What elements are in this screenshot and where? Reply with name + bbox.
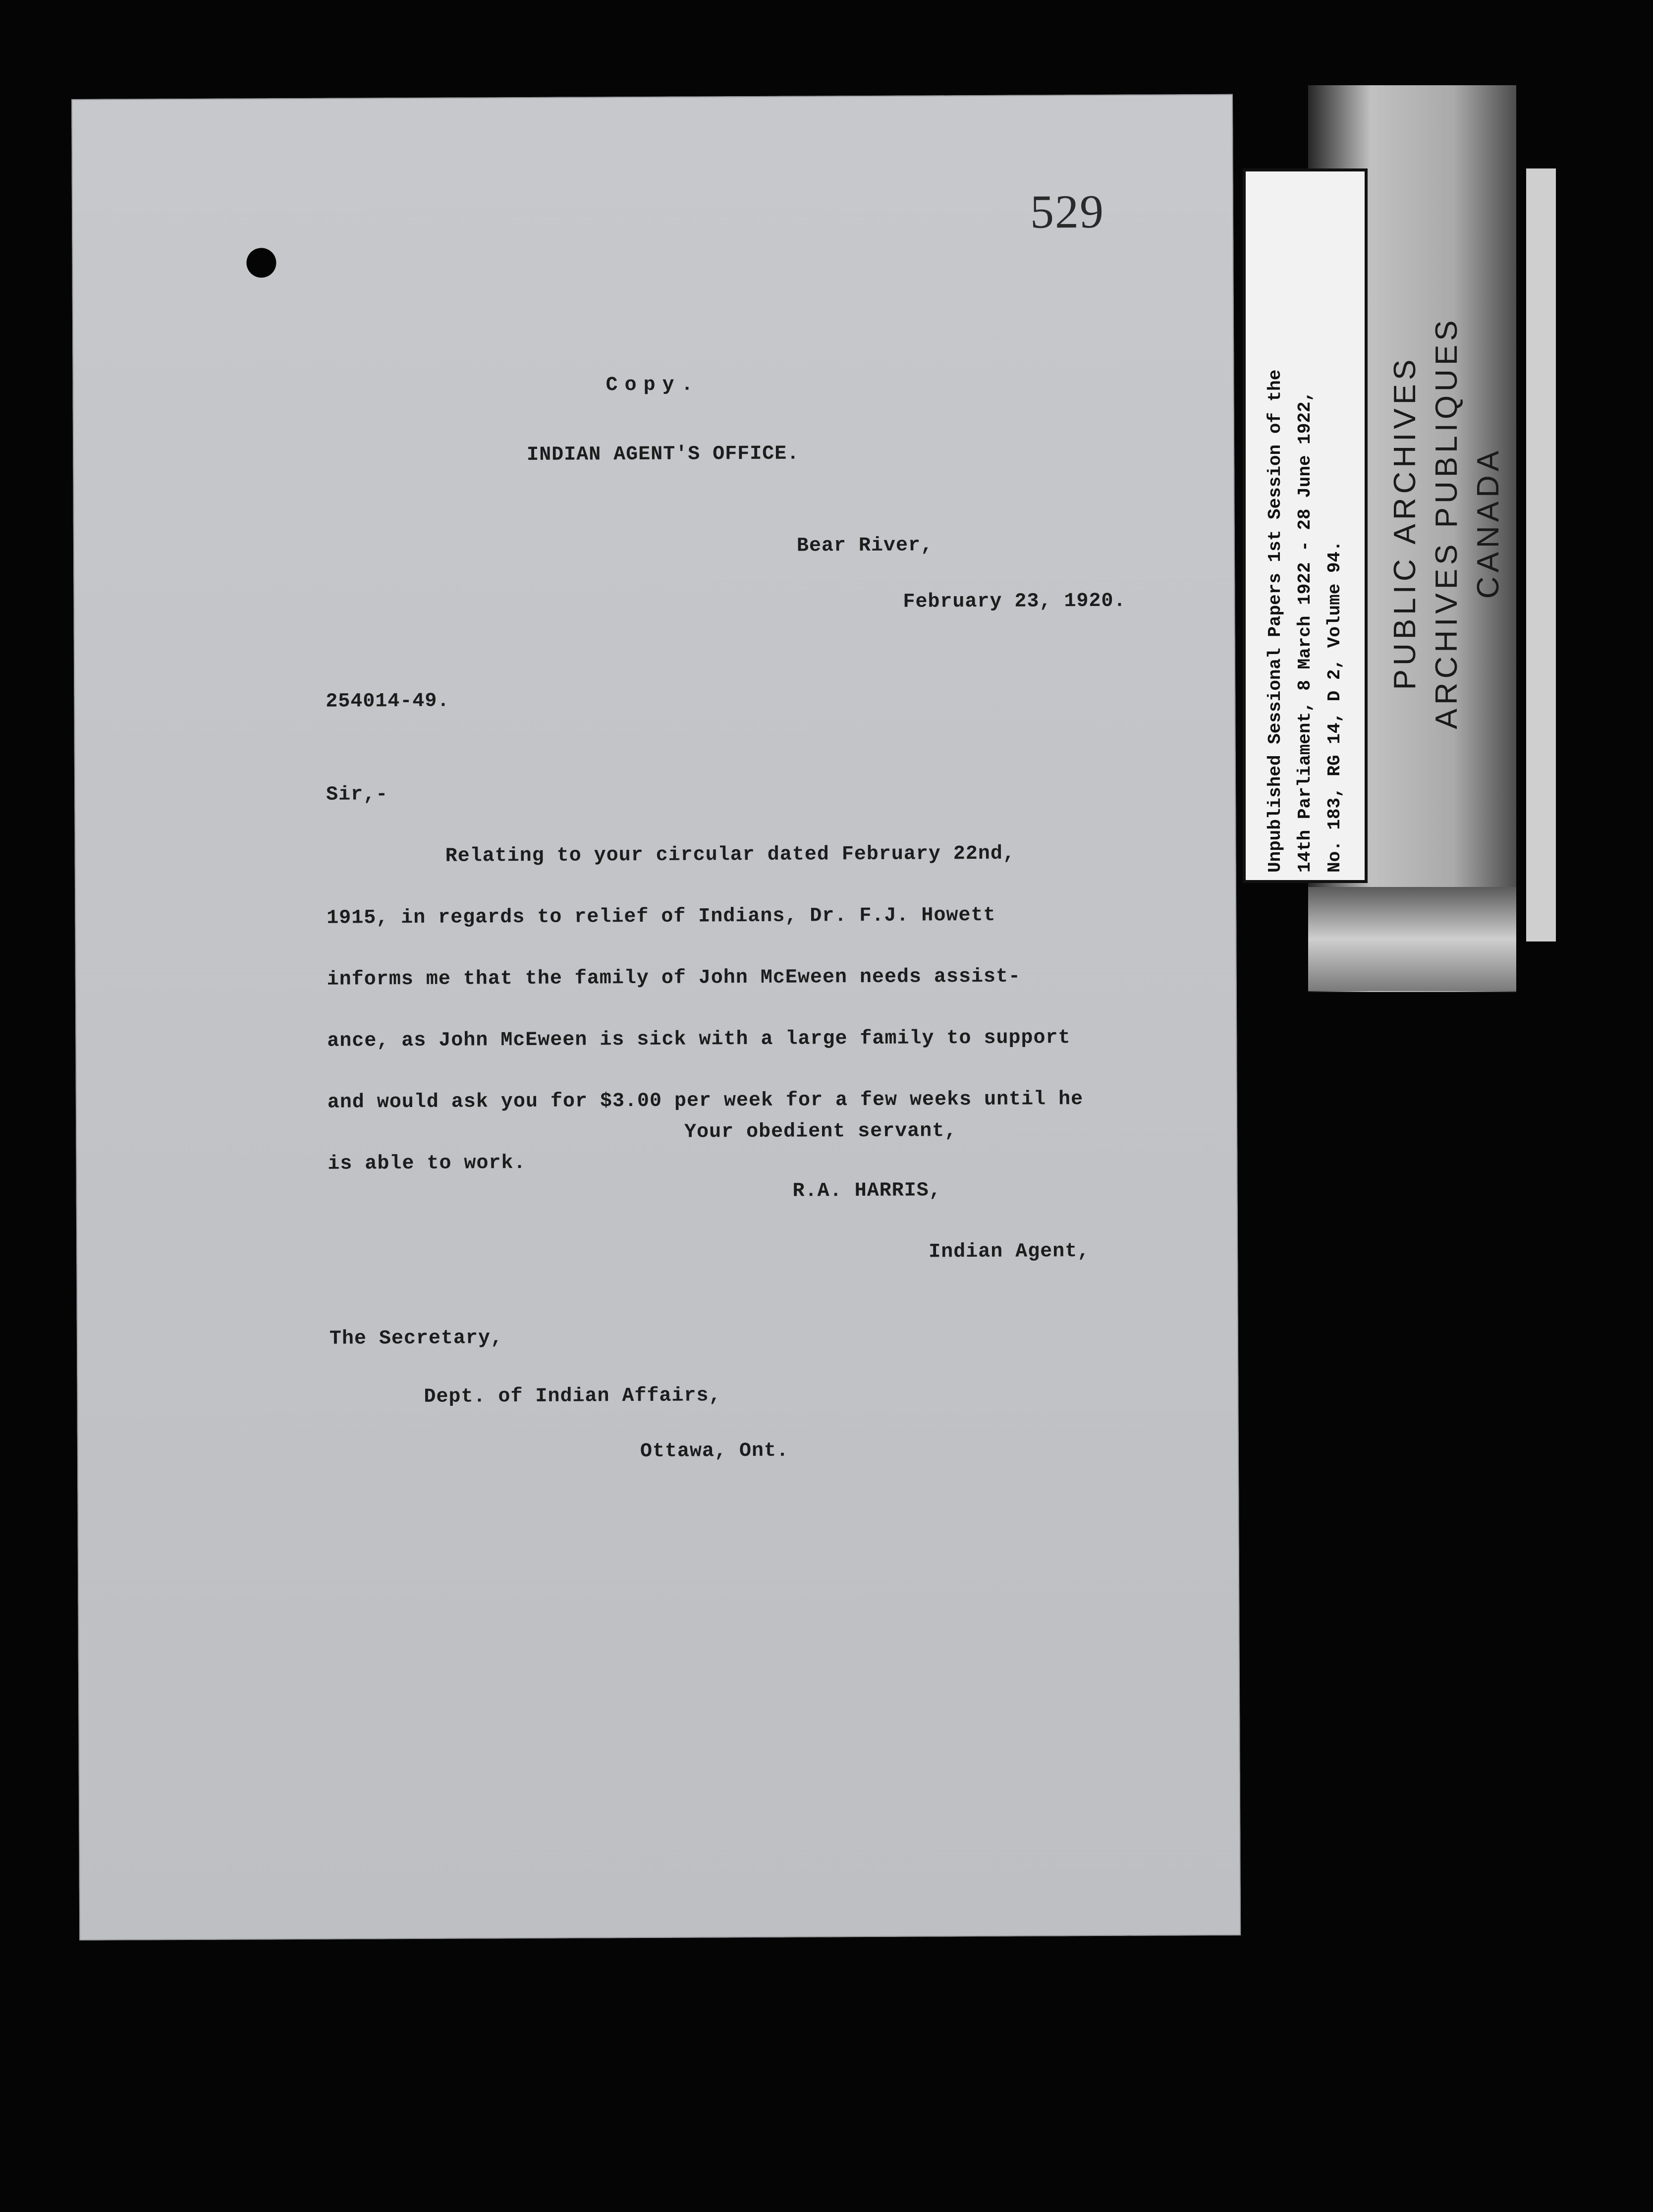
addressee-line: Dept. of Indian Affairs,	[424, 1384, 721, 1408]
punch-hole	[246, 248, 276, 277]
body-line: 1915, in regards to relief of Indians, Dr. F.J. Howett	[327, 904, 996, 930]
salutation: Sir,-	[326, 783, 388, 806]
body-line: is able to work.	[328, 1152, 526, 1175]
file-number: 254014-49.	[326, 690, 450, 713]
signer-name: R.A. HARRIS,	[792, 1179, 941, 1203]
addressee-line: The Secretary,	[329, 1327, 503, 1350]
letter-place: Bear River,	[796, 534, 934, 557]
signer-title: Indian Agent,	[929, 1240, 1090, 1264]
citation-line: 14th Parliament, 8 March 1922 - 28 June 1922,	[1295, 390, 1315, 873]
addressee-line: Ottawa, Ont.	[640, 1439, 789, 1463]
letter-date: February 23, 1920.	[903, 590, 1126, 613]
archive-citation-text	[1261, 179, 1350, 873]
letter-sheet	[71, 94, 1241, 1940]
stamp-line: ARCHIVES PUBLIQUES	[1430, 316, 1464, 729]
copy-label: Copy.	[606, 374, 700, 397]
body-line: and would ask you for $3.00 per week for a few weeks until he	[327, 1088, 1084, 1114]
stamp-line: PUBLIC ARCHIVES	[1388, 355, 1422, 690]
closing: Your obedient servant,	[684, 1120, 957, 1144]
citation-line: Unpublished Sessional Papers 1st Session of the	[1265, 369, 1285, 873]
archive-tag-strip	[1526, 168, 1556, 941]
page-number: 529	[1030, 184, 1105, 238]
body-line: ance, as John McEween is sick with a large family to support	[327, 1027, 1071, 1052]
body-line: informs me that the family of John McEween needs assist-	[327, 965, 1021, 991]
archive-tag-foot	[1308, 887, 1516, 991]
archives-stamp-text	[1384, 176, 1509, 870]
archive-citation-label	[1243, 168, 1368, 883]
stamp-line: CANADA	[1471, 446, 1505, 599]
body-line: Relating to your circular dated February 22nd,	[445, 842, 1015, 868]
archives-stamp	[1368, 168, 1526, 877]
office-heading: INDIAN AGENT'S OFFICE.	[527, 442, 800, 466]
citation-line: No. 183, RG 14, D 2, Volume 94.	[1324, 541, 1345, 873]
